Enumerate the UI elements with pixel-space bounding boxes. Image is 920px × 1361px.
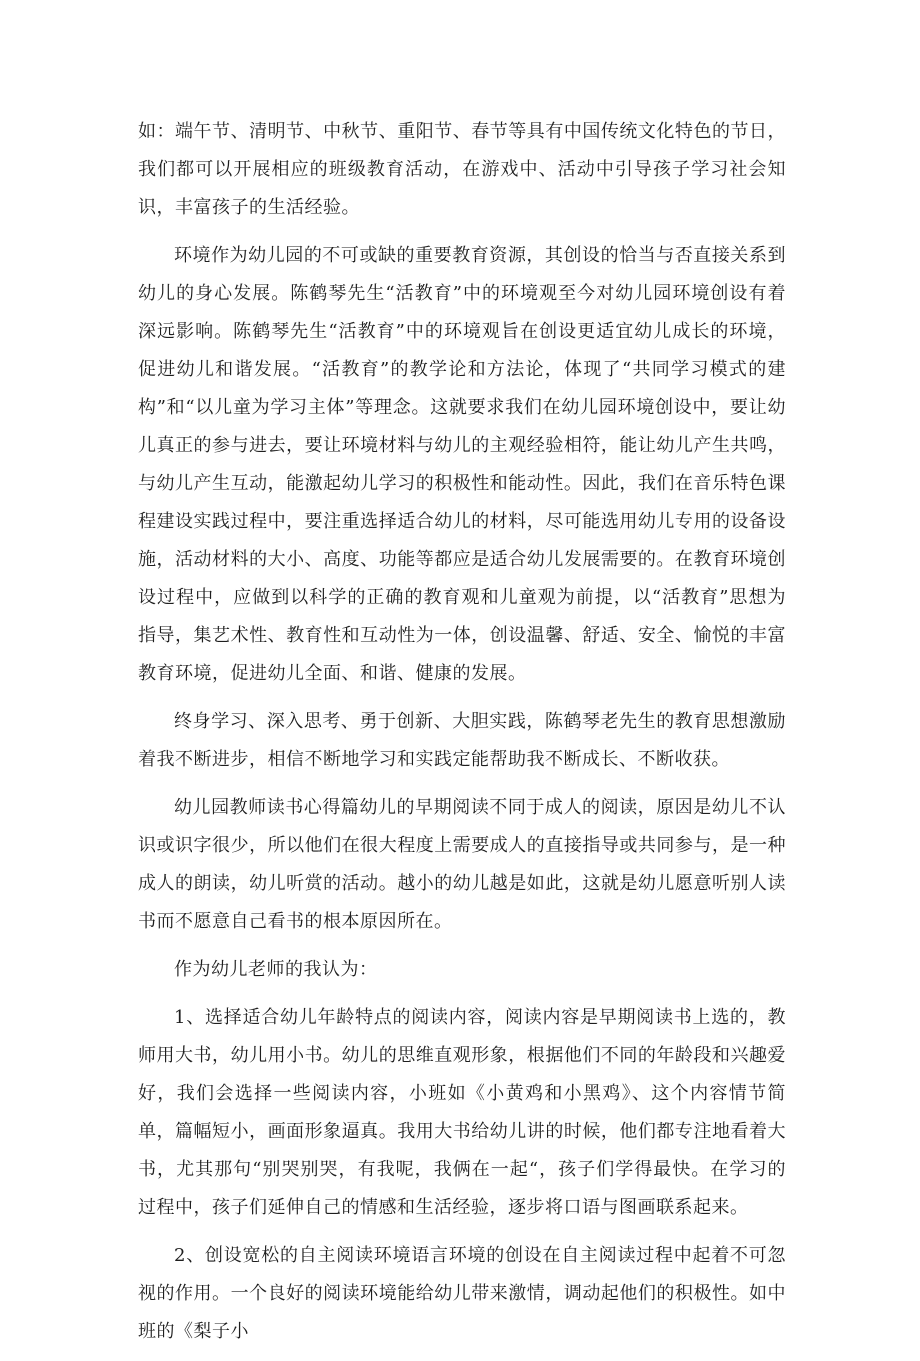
paragraph-point-2: 2、创设宽松的自主阅读环境语言环境的创设在自主阅读过程中起着不可忽视的作用。一个良好的阅读环境能给幼儿带来激情，调动起他们的积极性。如中班的《梨子小 xyxy=(138,1245,786,1342)
document-body xyxy=(138,113,786,1361)
paragraph-teacher-view: 作为幼儿老师的我认为： xyxy=(174,959,378,980)
paragraph-holidays-continued: 如：端午节、清明节、中秋节、重阳节、春节等具有中国传统文化特色的节日，我们都可以开展相应的班级教育活动，在游戏中、活动中引导孩子学习社会知识，丰富孩子的生活经验。 xyxy=(138,121,786,218)
paragraph-lifelong-learning: 终身学习、深入思考、勇于创新、大胆实践，陈鹤琴老先生的教育思想激励着我不断进步，相信不断地学习和实践定能帮助我不断成长、不断收获。 xyxy=(138,711,786,770)
paragraph-point-1: 1、选择适合幼儿年龄特点的阅读内容，阅读内容是早期阅读书上选的，教师用大书，幼儿用小书。幼儿的思维直观形象，根据他们不同的年龄段和兴趣爱好，我们会选择一些阅读内容，小班如《小黄鸡和小黑鸡》、这个内容情节简单，篇幅短小，画面形象逼真。我用大书给幼儿讲的时候，他们都专注地看着大书，尤其那句“别哭别哭，有我呢，我俩在一起“，孩子们学得最快。在学习的过程中，孩子们延伸自己的情感和生活经验，逐步将口语与图画联系起来。 xyxy=(138,1007,786,1218)
paragraph-environment-education: 环境作为幼儿园的不可或缺的重要教育资源，其创设的恰当与否直接关系到幼儿的身心发展。陈鹤琴先生“活教育”中的环境观至今对幼儿园环境创设有着深远影响。陈鹤琴先生“活教育”中的环境观旨在创设更适宜幼儿成长的环境，促进幼儿和谐发展。“活教育”的教学论和方法论，体现了“共同学习模式的建构”和“以儿童为学习主体”等理念。这就要求我们在幼儿园环境创设中，要让幼儿真正的参与进去，要让环境材料与幼儿的主观经验相符，能让幼儿产生共鸣，与幼儿产生互动，能激起幼儿学习的积极性和能动性。因此，我们在音乐特色课程建设实践过程中，要注重选择适合幼儿的材料，尽可能选用幼儿专用的设备设施，活动材料的大小、高度、功能等都应是适合幼儿发展需要的。在教育环境创设过程中，应做到以科学的正确的教育观和儿童观为前提，以“活教育”思想为指导，集艺术性、教育性和互动性为一体，创设温馨、舒适、安全、愉悦的丰富教育环境，促进幼儿全面、和谐、健康的发展。 xyxy=(138,245,786,684)
paragraph-early-reading: 幼儿园教师读书心得篇幼儿的早期阅读不同于成人的阅读，原因是幼儿不认识或识字很少，所以他们在很大程度上需要成人的直接指导或共同参与，是一种成人的朗读，幼儿听赏的活动。越小的幼儿越是如此，这就是幼儿愿意听别人读书而不愿意自己看书的根本原因所在。 xyxy=(138,797,786,932)
